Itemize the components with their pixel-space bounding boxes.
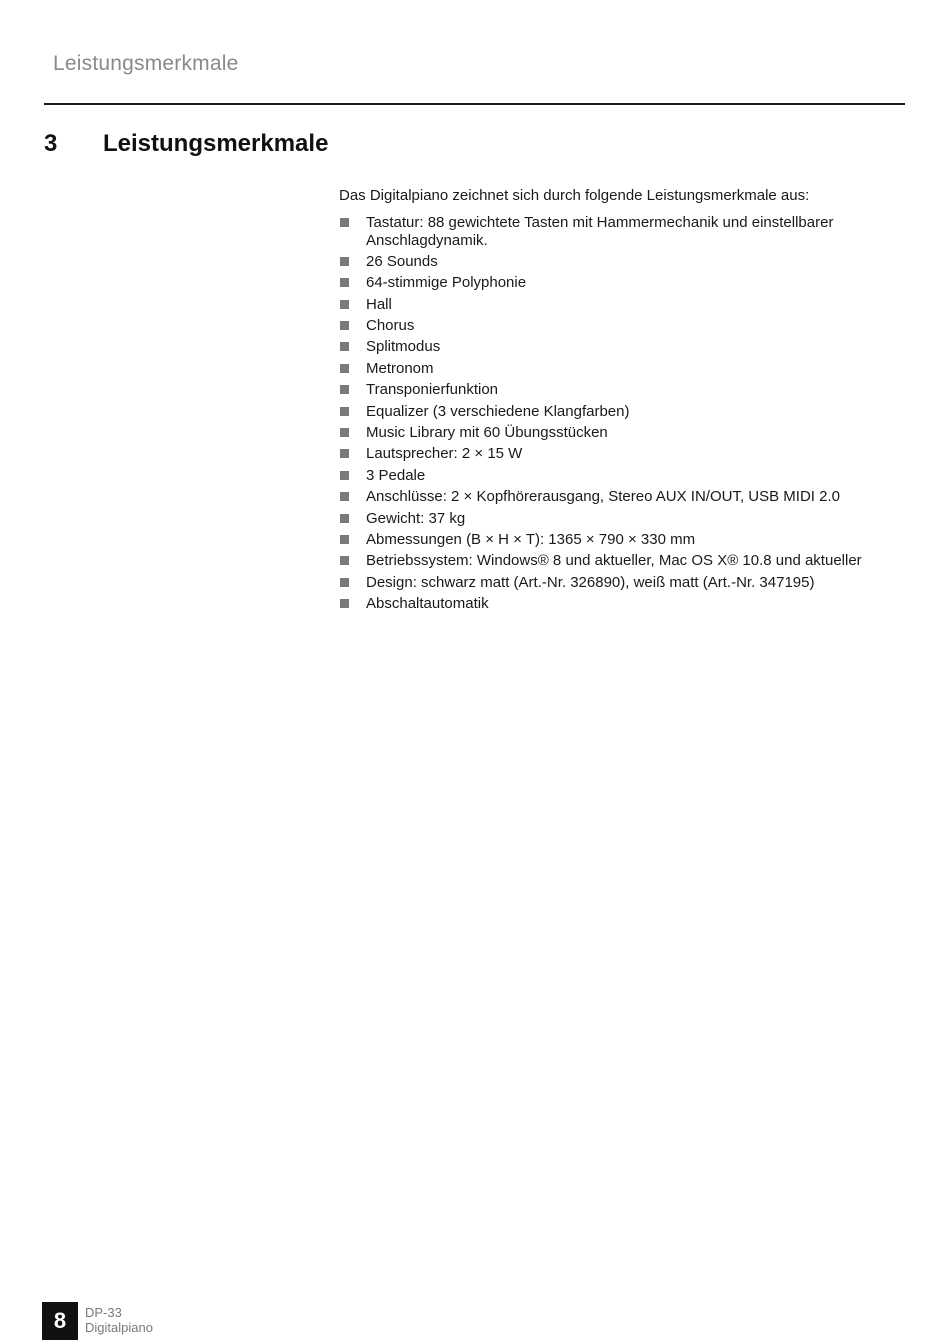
feature-text: Splitmodus [366,338,441,356]
list-item [339,317,884,335]
footer-product: Digitalpiano [85,1320,153,1335]
square-bullet-icon [340,428,349,437]
intro-paragraph: Das Digitalpiano zeichnet sich durch folgende Leistungsmerkmale aus: [339,187,810,204]
list-item [339,381,884,399]
square-bullet-icon [340,257,349,266]
list-item [339,338,884,356]
page-number: 8 [42,1302,78,1340]
feature-text: Equalizer (3 verschiedene Klangfarben) [366,402,630,420]
list-item [339,552,884,570]
feature-text: Chorus [366,317,415,335]
square-bullet-icon [340,321,349,330]
square-bullet-icon [340,449,349,458]
footer-info [85,1305,153,1335]
feature-text: Lautsprecher: 2 × 15 W [366,445,523,463]
list-item [339,574,884,592]
feature-text: 3 Pedale [366,466,426,484]
square-bullet-icon [340,385,349,394]
square-bullet-icon [340,578,349,587]
list-item [339,360,884,378]
footer-model: DP-33 [85,1305,122,1320]
list-item [339,296,884,314]
feature-text: 26 Sounds [366,252,438,270]
feature-text: Design: schwarz matt (Art.-Nr. 326890), weiß matt (Art.-Nr. 347195) [366,573,815,591]
square-bullet-icon [340,278,349,287]
feature-text: Anschlüsse: 2 × Kopfhörerausgang, Stereo AUX IN/OUT, USB MIDI 2.0 [366,488,840,506]
square-bullet-icon [340,407,349,416]
list-item [339,403,884,421]
square-bullet-icon [340,556,349,565]
square-bullet-icon [340,300,349,309]
square-bullet-icon [340,535,349,544]
list-item [339,445,884,463]
list-item [339,424,884,442]
chapter-number: 3 [44,130,58,157]
list-item [339,467,884,485]
feature-text: Music Library mit 60 Übungsstücken [366,424,608,442]
square-bullet-icon [340,492,349,501]
square-bullet-icon [340,471,349,480]
feature-text: Abmessungen (B × H × T): 1365 × 790 × 330 mm [366,530,696,548]
list-item [339,595,884,613]
feature-text: Tastatur: 88 gewichtete Tasten mit Hammermechanik und einstellbarer Anschlagdynamik. [366,214,834,249]
list-item [339,488,884,506]
feature-text: Abschaltautomatik [366,595,489,613]
feature-list [339,214,884,617]
list-item [339,531,884,549]
square-bullet-icon [340,599,349,608]
feature-text: Gewicht: 37 kg [366,509,466,527]
list-item [339,214,884,249]
feature-text: Transponierfunktion [366,381,499,399]
feature-text: 64-stimmige Polyphonie [366,274,527,292]
list-item [339,274,884,292]
square-bullet-icon [340,514,349,523]
header-divider [44,103,905,105]
chapter-title: Leistungsmerkmale [103,130,329,157]
feature-text: Metronom [366,359,434,377]
square-bullet-icon [340,218,349,227]
running-header: Leistungsmerkmale [53,52,239,75]
feature-text: Hall [366,295,392,313]
feature-text: Betriebssystem: Windows® 8 und aktueller, Mac OS X® 10.8 und aktueller [366,552,862,570]
list-item [339,253,884,271]
square-bullet-icon [340,364,349,373]
square-bullet-icon [340,342,349,351]
list-item [339,510,884,528]
